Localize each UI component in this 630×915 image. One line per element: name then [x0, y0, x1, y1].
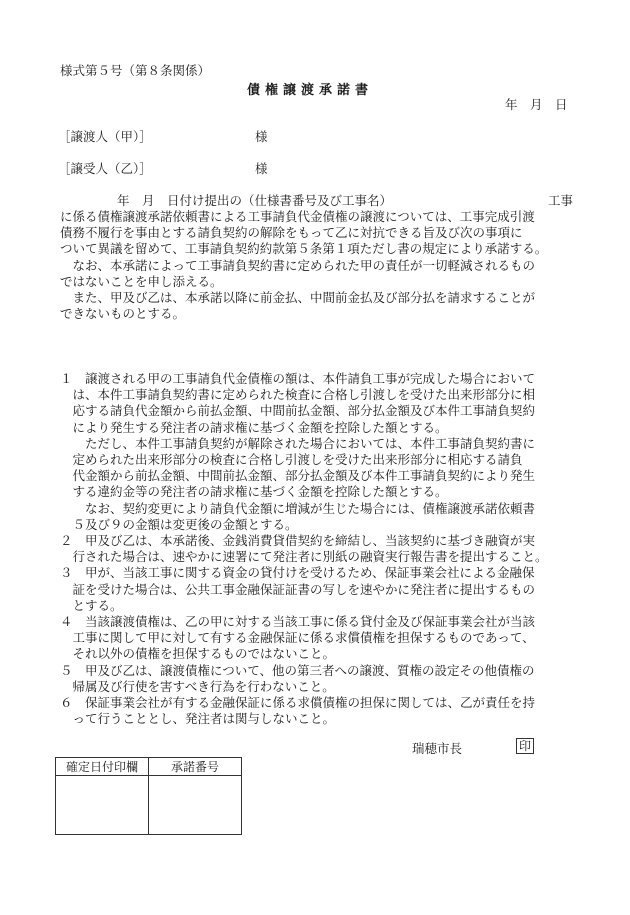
document-title: 債権譲渡承諾書 [247, 83, 374, 98]
date-line: 年 月 日 [505, 97, 568, 112]
condition-line: 証を受けた場合は、公共工事金融保証証書の写しを速やかに発注者に提出するもの [60, 581, 536, 597]
intro-line: できないものとする。 [60, 306, 186, 322]
condition-line: ４ 当該譲渡債権は、乙の甲に対する当該工事に係る貸付金及び保証事業会社が当該 [60, 614, 536, 630]
stamp-table-header-number: 承諾番号 [149, 758, 242, 776]
stamp-table [55, 757, 242, 835]
condition-line: ６ 保証事業会社が有する金融保証に係る求償債権の担保に関しては、乙が責任を持 [60, 695, 536, 711]
intro-line: 債務不履行を事由とする請負契約の解除をもって乙に対抗できる旨及び次の事項に [60, 225, 523, 241]
intro-line: に係る債権譲渡承諾依頼書による工事請負代金債権の譲渡については、工事完成引渡 [60, 209, 535, 224]
condition-line: ２ 甲及び乙は、本承諾後、金銭消費貸借契約を締結し、当該契約に基づき融資が実 [60, 533, 536, 549]
condition-line: 定められた出来形部分の検査に合格し引渡しを受けた出来形部分に相応する請負 [60, 452, 523, 468]
condition-line: 行された場合は、速やかに速署にて発注者に別紙の融資実行報告書を提出すること。 [60, 549, 548, 565]
condition-line: とする。 [60, 597, 123, 613]
condition-line: ５ 甲及び乙は、譲渡債権について、他の第三者への譲渡、質権の設定その他債権の [60, 662, 535, 678]
condition-line: それ以外の債権を担保するものではないこと。 [60, 646, 336, 662]
condition-line: 帰属及び行使を害すべき行為を行わないこと。 [60, 678, 335, 694]
condition-line: は、本件工事請負契約書に定められた検査に合格し引渡しを受けた出来形部分に相 [60, 387, 536, 403]
condition-line: により発生する発注者の請求権に基づく金額を控除した額とする。 [60, 419, 448, 435]
condition-line: ５及び９の金額は変更後の金額とする。 [60, 516, 298, 532]
intro-line-kouji: 工事 [548, 193, 574, 208]
condition-line: ３ 甲が、当該工事に関する資金の貸付けを受けるため、保証事業会社による金融保 [60, 565, 535, 581]
approval-number-cell [149, 776, 242, 835]
intro-line: なお、本承諾によって工事請負契約書に定められた甲の責任が一切軽減されるもの [60, 257, 536, 273]
intro-line: また、甲及び乙は、本承諾以降に前金払、中間前金払及び部分払を請求することが [60, 290, 536, 306]
condition-line: する違約金等の発注者の請求権に基づく金額を控除した額とする。 [60, 484, 448, 500]
intro-line-date: 年 月 日付け提出の（仕様書番号及び工事名） [117, 193, 393, 208]
intro-line: ではないことを申し添える。 [60, 273, 223, 289]
stamp-table-header-date: 確定日付印欄 [56, 758, 149, 776]
condition-line: 工事に関して甲に対して有する金融保証に係る求償債権を担保するものであって、 [60, 630, 535, 646]
condition-line: なお、契約変更により請負代金額に増減が生じた場合には、債権譲渡承諾依頼書 [60, 500, 536, 516]
condition-line: って行うこととし、発注者は関与しないこと。 [60, 711, 336, 727]
form-number: 様式第５号（第８条関係） [60, 63, 211, 78]
condition-line: ただし、本件工事請負契約が解除された場合においては、本件工事請負契約書に [60, 435, 536, 451]
assignor-honorific: 様 [255, 129, 268, 144]
condition-line: １ 譲渡される甲の工事請負代金債権の額は、本件請負工事が完成した場合において [60, 371, 536, 386]
stamp-date-cell [56, 776, 149, 835]
seal-mark: 印 [516, 738, 534, 754]
mayor-title: 瑞穂市長 [412, 741, 463, 756]
intro-line: ついて異議を留めて、工事請負契約約款第５条第１項ただし書の規定により承諾する。 [60, 241, 548, 257]
assignor-label: ［譲渡人（甲）］ [58, 129, 152, 144]
assignee-label: ［譲受人（乙）］ [58, 161, 152, 176]
assignee-honorific: 様 [255, 161, 268, 176]
condition-line: 代金額から前払金額、中間前払金額、部分払金額及び本件工事請負契約により発生 [60, 468, 536, 484]
condition-line: 応する請負代金額から前払金額、中間前払金額、部分払金額及び本件工事請負契約 [60, 403, 536, 419]
conditions-list [60, 371, 548, 727]
intro-paragraph [60, 209, 547, 322]
